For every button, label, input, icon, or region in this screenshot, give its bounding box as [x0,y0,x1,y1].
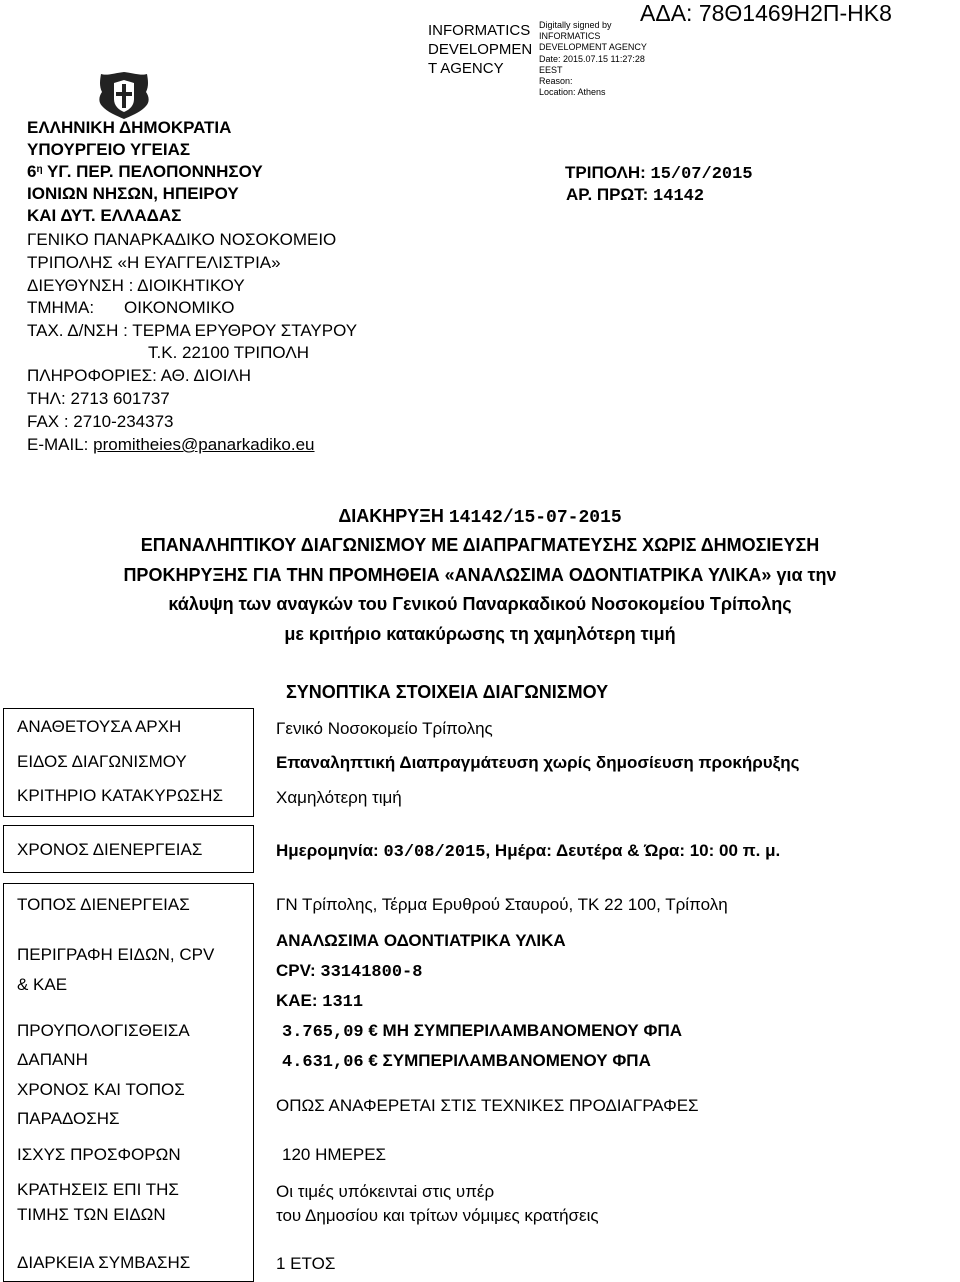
signature-line: Date: 2015.07.15 11:27:28 [539,53,645,64]
label-validity: ΙΣΧΥΣ ΠΡΟΣΦΟΡΩΝ [17,1145,181,1164]
header-republic: ΕΛΛΗΝΙΚΗ ΔΗΜΟΚΡΑΤΙΑ [27,118,232,137]
labels-box-top [3,708,254,817]
signature-line: Location: Athens [539,87,606,98]
value-place: ΓΝ Τρίπολης, Τέρμα Ερυθρού Σταυρού, ΤΚ 22 100, Τρίπολη [276,895,728,914]
label-deductions-2: ΤΙΜΗΣ ΤΩΝ ΕΙΔΩΝ [17,1205,166,1224]
greek-emblem-icon [95,70,153,120]
document-title: ΔΙΑΚΗΡΥΞΗ 14142/15-07-2015 [338,506,622,528]
header-region-line-3: ΚΑΙ ΔΥΤ. ΕΛΛΑΔΑΣ [27,206,182,225]
header-hospital-line-2: ΤΡΙΠΟΛΗΣ «Η ΕΥΑΓΓΕΛΙΣΤΡΙΑ» [27,253,281,272]
signature-line: DEVELOPMENT AGENCY [539,42,647,53]
value-description-kae: ΚΑΕ: 1311 [276,991,364,1012]
header-email: E-MAIL: promitheies@panarkadiko.eu [27,435,315,454]
title-line-2: ΕΠΑΝΑΛΗΠΤΙΚΟΥ ΔΙΑΓΩΝΙΣΜΟΥ ΜΕ ΔΙΑΠΡΑΓΜΑΤΕΥΣΗΣ ΧΩΡΙΣ ΔΗΜΟΣΙΕΥΣΗ [140,535,820,555]
signature-agency: INFORMATICS DEVELOPMEN T AGENCY [428,22,533,77]
header-protocol: ΑΡ. ΠΡΩΤ: 14142 [566,185,705,206]
labels-box-bottom [3,883,254,1282]
label-award-criterion: ΚΡΙΤΗΡΙΟ ΚΑΤΑΚΥΡΩΣΗΣ [17,786,223,805]
label-description-1: ΠΕΡΙΓΡΑΦΗ ΕΙΔΩΝ, CPV [17,945,215,964]
value-budget-1: 3.765,09 € ΜΗ ΣΥΜΠΕΡΙΛΑΜΒΑΝΟΜΕΝΟΥ ΦΠΑ [282,1021,683,1042]
labels-box-time [3,825,254,873]
label-description-2: & ΚΑΕ [17,975,68,994]
value-description-1: ΑΝΑΛΩΣΙΜΑ ΟΔΟΝΤΙΑΤΡΙΚΑ ΥΛΙΚΑ [276,931,566,950]
signature-line: Reason: [539,76,573,87]
label-budget-1: ΠΡΟΥΠΟΛΟΓΙΣΘΕΙΣΑ [17,1021,190,1040]
value-deductions-2: του Δημοσίου και τρίτων νόμιμες κρατήσεις [276,1206,599,1225]
value-description-cpv: CPV: 33141800-8 [276,961,423,982]
header-directorate: ΔΙΕΥΘΥΝΣΗ : ΔΙΟΙΚΗΤΙΚΟΥ [27,276,245,295]
header-telephone: ΤΗΛ: 2713 601737 [27,389,170,408]
signature-line: EEST [539,64,563,75]
label-delivery-1: ΧΡΟΝΟΣ ΚΑΙ ΤΟΠΟΣ [17,1080,185,1099]
header-region-line-1: $6^\eta$ ΥΓ. ΠΕΡ. ΠΕΛΟΠΟΝΝΗΣΟΥ [27,162,263,181]
label-deductions-1: ΚΡΑΤΗΣΕΙΣ ΕΠΙ ΤΗΣ [17,1180,179,1199]
header-address: ΤΑΧ. Δ/ΝΣΗ : ΤΕΡΜΑ ΕΡΥΘΡΟΥ ΣΤΑΥΡΟΥ [27,321,358,340]
header-info: ΠΛΗΡΟΦΟΡΙΕΣ: ΑΘ. ΔΙΟΙΛΗ [27,366,252,385]
value-deductions-1: Οι τιμές υπόκειντai στις υπέρ [276,1182,495,1201]
label-duration: ΔΙΑΡΚΕΙΑ ΣΥΜΒΑΣΗΣ [17,1253,191,1272]
ada-number: ΑΔΑ: 78Θ1469Η2Π-ΗΚ8 [640,0,892,26]
header-region-line-2: ΙΟΝΙΩΝ ΝΗΣΩΝ, ΗΠΕΙΡΟΥ [27,184,239,203]
email-link[interactable]: promitheies@panarkadiko.eu [93,435,315,454]
value-award-criterion: Χαμηλότερη τιμή [276,788,402,807]
header-ministry: ΥΠΟΥΡΓΕΙΟ ΥΓΕΙΑΣ [27,140,191,159]
value-time: Ημερομηνία: 03/08/2015, Ημέρα: Δευτέρα & Ώρα: 10: 00 π. μ. [276,841,781,862]
value-budget-2: 4.631,06 € ΣΥΜΠΕΡΙΛΑΜΒΑΝΟΜΕΝΟΥ ΦΠΑ [282,1051,651,1072]
title-line-5: με κριτήριο κατακύρωσης τη χαμηλότερη τιμή [284,624,676,644]
header-hospital-line-1: ΓΕΝΙΚΟ ΠΑΝΑΡΚΑΔΙΚΟ ΝΟΣΟΚΟΜΕΙΟ [27,230,337,249]
label-budget-2: ΔΑΠΑΝΗ [17,1050,88,1069]
value-delivery: ΟΠΩΣ ΑΝΑΦΕΡΕΤΑΙ ΣΤΙΣ ΤΕΧΝΙΚΕΣ ΠΡΟΔΙΑΓΡΑΦΕΣ [276,1096,699,1115]
label-contracting-authority: ΑΝΑΘΕΤΟΥΣΑ ΑΡΧΗ [17,717,182,736]
title-line-4: κάλυψη των αναγκών του Γενικού Παναρκαδικού Νοσοκομείου Τρίπολης [168,594,792,614]
title-line-3: ΠΡΟΚΗΡΥΞΗΣ ΓΙΑ ΤΗΝ ΠΡΟΜΗΘΕΙΑ «ΑΝΑΛΩΣΙΜΑ ΟΔΟΝΤΙΑΤΡΙΚΑ ΥΛΙΚΑ» για την [123,565,837,585]
header-department: ΤΜΗΜΑ: ΟΙΚΟΝΟΜΙΚΟ [27,298,235,317]
label-place: ΤΟΠΟΣ ΔΙΕΝΕΡΓΕΙΑΣ [17,895,190,914]
signature-line: Digitally signed by [539,20,612,30]
label-tender-type: ΕΙΔΟΣ ΔΙΑΓΩΝΙΣΜΟΥ [17,752,187,771]
header-postal-code: Τ.Κ. 22100 ΤΡΙΠΟΛΗ [148,343,309,362]
header-date: ΤΡΙΠΟΛΗ: 15/07/2015 [565,163,753,184]
value-duration: 1 ΕΤΟΣ [276,1254,336,1273]
summary-heading: ΣΥΝΟΠΤΙΚΑ ΣΤΟΙΧΕΙΑ ΔΙΑΓΩΝΙΣΜΟΥ [286,682,609,702]
value-tender-type: Επαναληπτική Διαπραγμάτευση χωρίς δημοσίευση προκήρυξης [276,753,800,772]
value-contracting-authority: Γενικό Νοσοκομείο Τρίπολης [276,719,493,738]
label-delivery-2: ΠΑΡΑΔΟΣΗΣ [17,1109,120,1128]
header-fax: FAX : 2710-234373 [27,412,174,431]
value-validity: 120 ΗΜΕΡΕΣ [282,1145,387,1164]
signature-line: INFORMATICS [539,31,601,42]
label-time: ΧΡΟΝΟΣ ΔΙΕΝΕΡΓΕΙΑΣ [17,840,203,859]
signature-details [539,20,647,98]
